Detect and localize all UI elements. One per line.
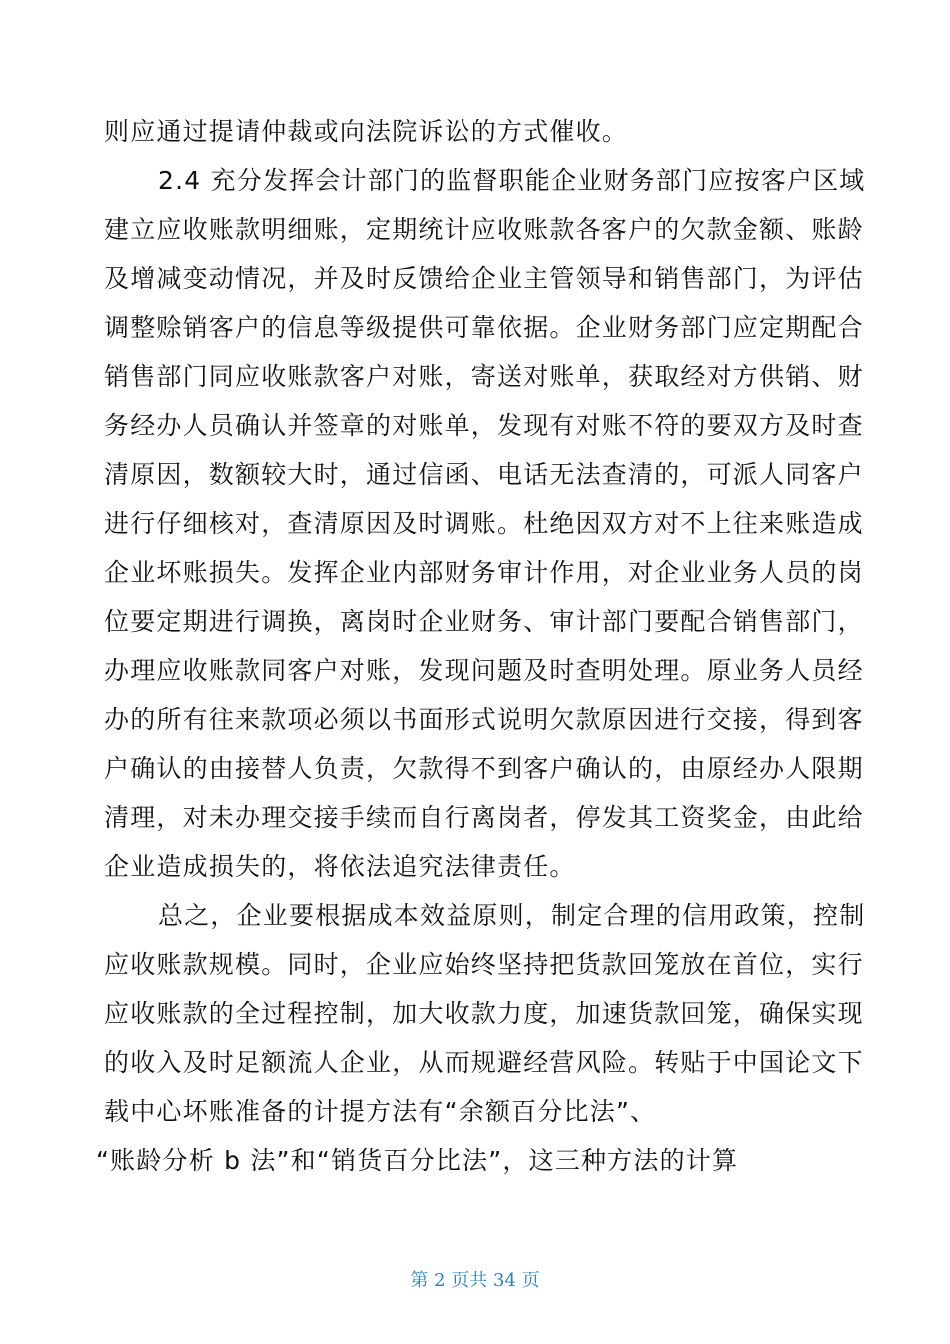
- text-line: 进行仔细核对，查清原因及时调账。杜绝因双方对不上往来账造成: [104, 509, 864, 538]
- text-line: 清原因，数额较大时，通过信函、电话无法查清的，可派人同客户: [104, 460, 864, 489]
- text-line: 企业造成损失的，将依法追究法律责任。: [104, 852, 576, 881]
- section-heading-line: 2.4 充分发挥会计部门的监督职能企业财务部门应按客户区域: [158, 166, 866, 195]
- text-line: 户确认的由接替人负责，欠款得不到客户确认的，由原经办人限期: [104, 754, 864, 783]
- text-line: 应收账款规模。同时，企业应始终坚持把货款回笼放在首位，实行: [104, 950, 864, 979]
- text-line: 建立应收账款明细账，定期统计应收账款各客户的欠款金额、账龄: [104, 215, 864, 244]
- text-line: 及增减变动情况，并及时反馈给企业主管领导和销售部门，为评估: [104, 264, 864, 293]
- text-line: 销售部门同应收账款客户对账，寄送对账单，获取经对方供销、财: [104, 362, 864, 391]
- text-line: 载中心坏账准备的计提方法有“余额百分比法”、: [104, 1097, 657, 1126]
- text-line: 务经办人员确认并签章的对账单，发现有对账不符的要双方及时查: [104, 411, 864, 440]
- text-line: 调整赊销客户的信息等级提供可靠依据。企业财务部门应定期配合: [104, 313, 864, 342]
- text-line: 企业坏账损失。发挥企业内部财务审计作用，对企业业务人员的岗: [104, 558, 864, 587]
- page-number-footer: 第 2 页共 34 页: [410, 1270, 540, 1291]
- text-line: 的收入及时足额流人企业，从而规避经营风险。转贴于中国论文下: [104, 1048, 864, 1077]
- text-line: 则应通过提请仲裁或向法院诉讼的方式催收。: [104, 117, 629, 146]
- text-line: 清理，对未办理交接手续而自行离岗者，停发其工资奖金，由此给: [104, 803, 864, 832]
- text-line: 位要定期进行调换，离岗时企业财务、审计部门要配合销售部门，: [104, 607, 864, 636]
- paragraph-start-line: 总之，企业要根据成本效益原则，制定合理的信用政策，控制: [158, 901, 866, 930]
- text-line: 应收账款的全过程控制，加大收款力度，加速货款回笼，确保实现: [104, 999, 864, 1028]
- text-line: “账龄分析 b 法”和“销货百分比法”，这三种方法的计算: [96, 1146, 739, 1175]
- text-line: 办的所有往来款项必须以书面形式说明欠款原因进行交接，得到客: [104, 705, 864, 734]
- text-line: 办理应收账款同客户对账，发现问题及时查明处理。原业务人员经: [104, 656, 864, 685]
